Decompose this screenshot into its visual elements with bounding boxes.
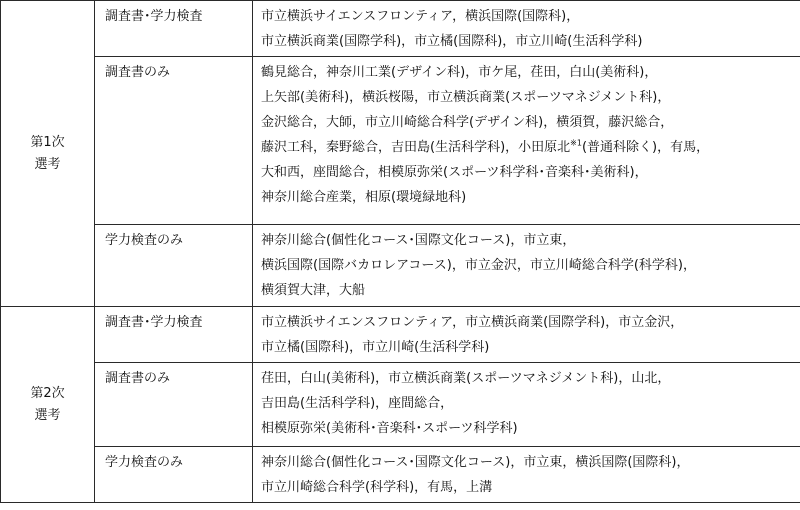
school-line: 市立横浜商業(国際学科)，市立橘(国際科)，市立川崎(生活科学科) bbox=[261, 34, 643, 49]
schools-cell bbox=[253, 225, 800, 307]
table-row bbox=[1, 1, 800, 57]
school-line: 荏田，白山(美術科)，市立横浜商業(スポーツマネジメント科)，山北， bbox=[261, 371, 671, 386]
school-line: 神奈川総合(個性化コース･国際文化コース)，市立東，横浜国際(国際科)， bbox=[261, 455, 690, 470]
school-line: 上矢部(美術科)，横浜桜陽，市立横浜商業(スポーツマネジメント科)， bbox=[261, 90, 671, 105]
method-cell: 調査書のみ bbox=[95, 363, 253, 447]
stage-1-label-cell bbox=[1, 1, 95, 307]
table-row bbox=[1, 363, 800, 447]
stage-label-line: 選考 bbox=[34, 407, 61, 423]
table-row bbox=[1, 307, 800, 363]
schools-cell bbox=[253, 1, 800, 57]
school-line: 神奈川総合産業，相原(環境緑地科) bbox=[261, 190, 467, 205]
school-line: 市立川崎総合科学(科学科)，有馬，上溝 bbox=[261, 480, 493, 495]
school-line: 神奈川総合(個性化コース･国際文化コース)，市立東， bbox=[261, 233, 576, 248]
school-line: 横須賀大津，大船 bbox=[261, 283, 366, 298]
method-cell: 学力検査のみ bbox=[95, 447, 253, 503]
schools-cell bbox=[253, 363, 800, 447]
stage-2-label-cell bbox=[1, 307, 95, 503]
school-line: 市立横浜サイエンスフロンティア，横浜国際(国際科)， bbox=[261, 9, 580, 24]
school-line-tail: (普通科除く)，有馬， bbox=[581, 140, 710, 155]
schools-cell bbox=[253, 307, 800, 363]
method-cell: 調査書のみ bbox=[95, 57, 253, 225]
school-line-head: 藤沢工科，秦野総合，吉田島(生活科学科)，小田原北 bbox=[261, 140, 571, 155]
stage-label-line: 第2次 bbox=[30, 385, 65, 401]
stage-label-line: 第1次 bbox=[30, 134, 65, 150]
table-row bbox=[1, 225, 800, 307]
schools-cell bbox=[253, 447, 800, 503]
stage-label-line: 選考 bbox=[34, 156, 61, 172]
school-line: 金沢総合，大師，市立川崎総合科学(デザイン科)，横須賀，藤沢総合， bbox=[261, 115, 674, 130]
method-cell: 学力検査のみ bbox=[95, 225, 253, 307]
method-cell: 調査書･学力検査 bbox=[95, 1, 253, 57]
schools-cell bbox=[253, 57, 800, 225]
school-line: 相模原弥栄(美術科･音楽科･スポーツ科学科) bbox=[261, 421, 518, 436]
school-line: 大和西，座間総合，相模原弥栄(スポーツ科学科･音楽科･美術科)， bbox=[261, 165, 648, 180]
table-row bbox=[1, 57, 800, 225]
school-line bbox=[261, 135, 794, 160]
table-row bbox=[1, 447, 800, 503]
school-line: 横浜国際(国際バカロレアコース)，市立金沢，市立川崎総合科学(科学科)， bbox=[261, 258, 696, 273]
school-line: 市立橘(国際科)，市立川崎(生活科学科) bbox=[261, 340, 490, 355]
method-cell: 調査書･学力検査 bbox=[95, 307, 253, 363]
footnote-mark: ※1 bbox=[570, 138, 582, 148]
school-line: 鶴見総合，神奈川工業(デザイン科)，市ケ尾，荏田，白山(美術科)， bbox=[261, 65, 658, 80]
school-line: 吉田島(生活科学科)，座間総合， bbox=[261, 396, 454, 411]
school-line: 市立横浜サイエンスフロンティア，市立横浜商業(国際学科)，市立金沢， bbox=[261, 315, 684, 330]
